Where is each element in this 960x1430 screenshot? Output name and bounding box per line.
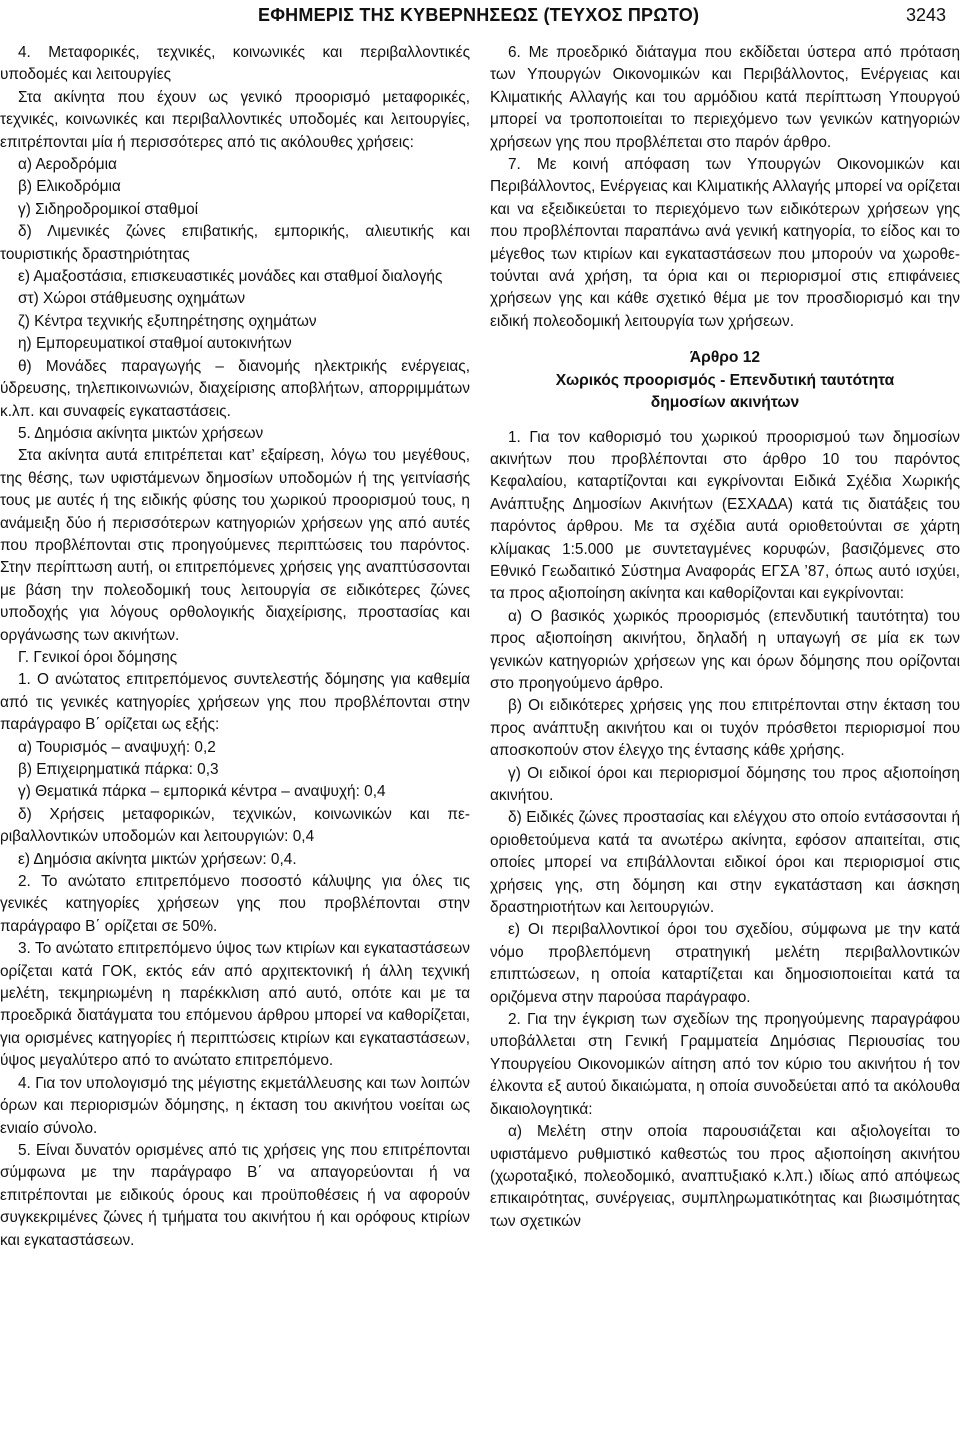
list-item: γ) Σιδηροδρομικοί σταθμοί [18,200,199,218]
section-heading: Γ. Γενικοί όροι δόμησης [18,648,178,666]
paragraph: 6. Με προεδρικό διάταγμα που εκδίδεται ύστερα από πρόταση των Υπουργών Οικονομικών και Περιβάλλοντος, Ενέργειας και Κλιματικής Αλλαγής και του αρμόδιου κατά περίπτωση Υπουργού μπορεί να τροποποιείται το περιεχόμενο των γενικών κατηγοριών χρήσεων γης που προβλέπεται στο παρόν άρθρο. [490,44,960,151]
paragraph: Στα ακίνητα που έχουν ως γενικό προορισμό μεταφορικές, τεχνικές, κοινωνικές και περιβαλλοντικές υποδομές και λειτουργίες, επιτρέπονται μία ή περισσότερες από τις ακόλουθες χρήσεις: [0,88,470,151]
paragraph: 1. Για τον καθορισμό του χωρικού προορισμού των δημοσίων ακινήτων που προβλέπονται στο άρθρο 10 του παρόντος Κεφαλαίου, καταρτίζονται και εγκρίνονται Ειδικά Σχέδια Χωρικής Ανάπτυξης Δημοσίων Ακινήτων (ΕΣΧΑΔΑ) κατά τις διατάξεις του παρόντος άρθρου. Με τα σχέδια αυτά οριοθετούνται σε χάρτη κλίμακας 1:5.000 με συντεταγμένες κορυφών, βασιζόμενες στο Εθνικό Γεωδαιτικό Σύστημα Αναφοράς ΕΓΣΑ ’87, όπως αυτό ισχύει, τα προς αξιοποίηση ακίνητα και καθορίζονται και εγκρίνονται: [490,428,960,603]
list-item: α) Μελέτη στην οποία παρουσιάζεται και αξιολογείται το υφιστάμενο ρυθμιστικό καθεστώς του προς αξιοποίηση ακινήτου (χωροταξικό, πολεοδομικό, αναπτυξιακό κ.λπ.) ιδίως από απόψεως επικαιρότητας, συνέργειας, συμπληρωματικότητας και βιωσιμότητας των σχετικών [490,1123,960,1230]
list-item: α) Τουρισμός – αναψυχή: 0,2 [18,738,216,756]
list-item: ε) Αμαξοστάσια, επισκευαστικές μονάδες και σταθμοί διαλογής [18,268,443,286]
paragraph: Στα ακίνητα αυτά επιτρέπεται κατ’ εξαίρεση, λόγω του μεγέθους, της θέσης, των υφιστάμενων δημοσίων υποδομών ή της γειτνίασής τους με αυτές ή της ειδικής φύσης του χωρικού προορισμού τους, η ανάμειξη δύο ή περισσότερων κατηγοριών χρήσεων γης από αυτές που προβλέπονται στις προηγούμενες περιπτώσεις του παρόντος. Στην περίπτωση αυτή, οι επιτρεπόμενες χρήσεις γης αναπτύσσονται με βάση την πολεοδομική τους λειτουργία σε ειδικότερες ζώνες υποδοχής για λόγους ορθολογικής διαχείρισης, προστασίας και οργάνωσης των ακινήτων. [0,447,470,644]
list-item: α) Ο βασικός χωρικός προορισμός (επενδυτική ταυτότητα) του προς αξιοποίηση ακινήτου, δηλαδή η υπαγωγή σε μία εκ των γενικών κατηγοριών χρήσεων γης και όρων δόμησης που ορίζονται στο προηγούμενο άρθρο. [490,607,960,692]
article-title: Άρθρο 12 [689,349,761,367]
list-item: γ) Οι ειδικοί όροι και περιορισμοί δόμησης του προς αξιοποίηση ακινήτου. [490,764,960,804]
paragraph: 2. Το ανώτατο επιτρεπόμενο ποσοστό κάλυψης για όλες τις γενικές κατηγορίες χρήσεων γης που προβλέπονται στην παράγραφο Β΄ ορίζεται σε 50%. [0,873,470,935]
paragraph: 7. Με κοινή απόφαση των Υπουργών Οικονομικών και Περιβάλλοντος, Ενέργειας και Κλιματικής Αλλαγής μπορεί να ορίζεται και να εξειδικεύεται το περιεχόμενο των ειδικότερων χρήσεων γης που προβλέπονται παραπάνω ανά γενική κατηγορία, το είδος και το μέγεθος των κτιρίων και εγκαταστάσεων που μπορούν να χωροθετούνται ανά χρήση, τα όρια και οι περιορισμοί στις επιφάνειες χρήσεων γης και κάθε σχετικό θέμα με τον προσδιορισμό και την ειδική πολεοδομική λειτουργία των χρήσεων. [490,156,960,330]
list-item: β) Επιχειρηματικά πάρκα: 0,3 [18,761,219,778]
list-item: ε) Δημόσια ακίνητα μικτών χρήσεων: 0,4. [18,850,297,868]
list-item: δ) Λιμενικές ζώνες επιβατικής, εμπορικής, αλιευτικής και τουριστικής δραστηριότητας [0,223,470,263]
list-item: ε) Οι περιβαλλοντικοί όροι του σχεδίου, σύμφωνα με την κατά νόμο προβλεπόμενη στρατηγική μελέτη περιβαλλοντικών επιπτώσεων, η οποία καταρτίζεται και δημοσιοποιείται κατά τα οριζόμενα στην παρούσα παράγραφο. [490,921,960,1006]
paragraph: 1. Ο ανώτατος επιτρεπόμενος συντελεστής δόμησης για καθεμία από τις γενικές κατηγορίες χρήσεων γης που προβλέπονται στην παράγραφο Β΄ ορίζεται ως εξής: [0,671,470,734]
right-column [490,42,960,1422]
page-header [0,0,960,34]
list-item: β) Ελικοδρόμια [18,178,121,196]
list-item: α) Αεροδρόμια [18,156,117,174]
list-item: β) Οι ειδικότερες χρήσεις γης που επιτρέπονται στην έκταση του προς ανάπτυξη ακινήτου και οι τυχόν πρόσθετοι περιορισμοί που αποσκοπούν στον έλεγχο της έντασης κάθε χρήσης. [490,697,960,760]
paragraph: 4. Για τον υπολογισμό της μέγιστης εκμετάλλευσης και των λοιπών όρων και περιορισμών δόμησης, η έκταση του ακινήτου νοείται ως ενιαίο σύνολο. [0,1074,470,1137]
gazette-title: ΕΦΗΜΕΡΙΣ ΤΗΣ ΚΥΒΕΡΝΗΣΕΩΣ (ΤΕΥΧΟΣ ΠΡΩΤΟ) [258,5,700,25]
list-item: στ) Χώροι στάθμευσης οχημάτων [18,290,246,308]
section-heading: 5. Δημόσια ακίνητα μικτών χρήσεων [18,424,264,442]
list-item: θ) Μονάδες παραγωγής – διανομής ηλεκτρικής ενέργειας, ύδρευσης, τηλεπικοινωνιών, διαχείρισης αποβλήτων, απορριμμάτων κ.λπ. και συναφείς εγκαταστάσεις. [0,357,470,420]
list-item: δ) Ειδικές ζώνες προστασίας και ελέγχου στο οποίο εντάσσονται ή οριοθετούμενα κατά τα ανωτέρω ακίνητα, εφόσον απαιτείται, στις οποίες μπορεί να επιβάλλονται ειδικοί όροι και περιορισμοί στις χρήσεις γης, στη δόμηση και στην εγκατάσταση και άσκηση δραστηριοτήτων και λειτουργιών. [490,809,960,917]
page-number: 3243 [905,5,946,25]
paragraph: 3. Το ανώτατο επιτρεπόμενο ύψος των κτιρίων και εγκαταστάσεων ορίζεται κατά ΓΟΚ, εκτός εάν από αρχιτεκτονική ή άλλη τεχνική μελέτη, τεκμηριωμένη η παρέκκλιση από αυτό, οπότε και με τα προεδρικά διατάγματα του επόμενου άρθρου μπορεί να καθορίζεται, για ορισμένες κατηγορίες ή περιπτώσεις κτιρίων και εγκαταστάσεων, ύψος μεγαλύτερο από το ανώτατο επιτρεπόμενο. [0,940,470,1070]
list-item: ζ) Κέντρα τεχνικής εξυπηρέτησης οχημάτων [18,312,317,330]
paragraph: 4. Μεταφορικές, τεχνικές, κοινωνικές και περιβαλλοντικές υποδομές και λειτουργίες [0,44,470,84]
list-item: γ) Θεματικά πάρκα – εμπορικά κέντρα – αναψυχή: 0,4 [18,783,386,801]
list-item: δ) Χρήσεις μεταφορικών, τεχνικών, κοινωνικών και περιβαλλοντικών υποδομών και λειτουργιών: 0,4 [0,805,470,846]
paragraph: 2. Για την έγκριση των σχεδίων της προηγούμενης παραγράφου υποβάλλεται στη Γενική Γραμματεία Δημόσιας Περιουσίας του Υπουργείου Οικονομικών αίτηση από τον κύριο του ακινήτου ή τον έλκοντα εξ αυτού δικαιώματα, η οποία συνοδεύεται από τα ακόλουθα δικαιολογητικά: [490,1011,960,1118]
left-column [0,42,470,1422]
paragraph: 5. Είναι δυνατόν ορισμένες από τις χρήσεις γης που επιτρέπονται σύμφωνα με την παράγραφο Β΄ να απαγορεύονται ή να επιτρέπονται με ειδικούς όρους και προϋποθέσεις ή να αφορούν συγκεκριμένες ζώνες ή τμήματα του ακινήτου ή και ορόφους κτιρίων και εγκαταστάσεων. [0,1141,470,1249]
list-item: η) Εμπορευματικοί σταθμοί αυτοκινήτων [18,335,292,353]
article-subtitle: Χωρικός προορισμός - Επενδυτική ταυτότητα δημοσίων ακινήτων [555,371,895,412]
